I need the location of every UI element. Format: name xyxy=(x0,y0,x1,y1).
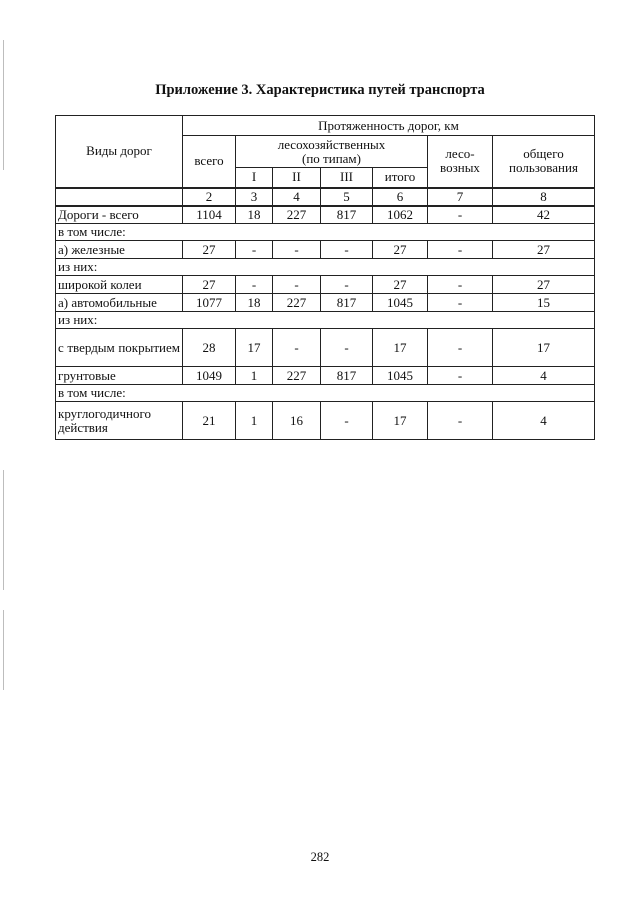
cell: 42 xyxy=(493,206,595,224)
section-label: в том числе: xyxy=(56,385,595,402)
cell: 1049 xyxy=(183,367,236,385)
cell: 27 xyxy=(183,241,236,259)
section-row xyxy=(56,385,595,402)
row-label: круглогодичного действия xyxy=(56,402,183,440)
header-type-total: итого xyxy=(373,168,428,188)
cell: 27 xyxy=(493,241,595,259)
cell: 18 xyxy=(236,206,273,224)
row-label: с твердым покрытием xyxy=(56,329,183,367)
cell: 817 xyxy=(321,206,373,224)
cell: 227 xyxy=(273,367,321,385)
scan-edge-bottom xyxy=(3,610,4,690)
table-row xyxy=(56,241,595,259)
col-number: 8 xyxy=(493,188,595,206)
section-label: из них: xyxy=(56,312,595,329)
row-label: широкой колеи xyxy=(56,276,183,294)
cell: 27 xyxy=(493,276,595,294)
cell: 16 xyxy=(273,402,321,440)
cell: - xyxy=(236,241,273,259)
cell: 17 xyxy=(493,329,595,367)
cell: - xyxy=(428,276,493,294)
cell: 1045 xyxy=(373,367,428,385)
scan-edge-top xyxy=(3,40,4,170)
cell: 27 xyxy=(373,276,428,294)
row-label: а) железные xyxy=(56,241,183,259)
cell: - xyxy=(236,276,273,294)
row-label: грунтовые xyxy=(56,367,183,385)
col-number: 6 xyxy=(373,188,428,206)
header-length-group: Протяженность дорог, км xyxy=(183,116,595,136)
cell: 18 xyxy=(236,294,273,312)
table-row xyxy=(56,367,595,385)
table-row xyxy=(56,402,595,440)
cell: 227 xyxy=(273,294,321,312)
cell: 817 xyxy=(321,367,373,385)
page-number: 282 xyxy=(310,850,330,864)
cell: 817 xyxy=(321,294,373,312)
cell: 4 xyxy=(493,402,595,440)
header-general-use: общего пользования xyxy=(493,136,595,188)
table-row xyxy=(56,329,595,367)
cell: - xyxy=(273,276,321,294)
section-row xyxy=(56,224,595,241)
cell: 27 xyxy=(373,241,428,259)
cell: 15 xyxy=(493,294,595,312)
cell: - xyxy=(321,241,373,259)
header-total: всего xyxy=(183,136,236,188)
section-label: из них: xyxy=(56,259,595,276)
section-row xyxy=(56,312,595,329)
col-number: 5 xyxy=(321,188,373,206)
section-label: в том числе: xyxy=(56,224,595,241)
cell: 1062 xyxy=(373,206,428,224)
row-label: Дороги - всего xyxy=(56,206,183,224)
cell: 1045 xyxy=(373,294,428,312)
cell: - xyxy=(428,241,493,259)
cell: - xyxy=(321,276,373,294)
cell: 17 xyxy=(373,329,428,367)
cell: - xyxy=(321,402,373,440)
cell: 4 xyxy=(493,367,595,385)
header-type-3: III xyxy=(321,168,373,188)
cell: - xyxy=(428,402,493,440)
col-number: 4 xyxy=(273,188,321,206)
table-row xyxy=(56,206,595,224)
header-road-types: Виды дорог xyxy=(56,116,183,188)
roads-table xyxy=(55,115,595,440)
cell: 27 xyxy=(183,276,236,294)
col-number-blank xyxy=(56,188,183,206)
page-title: Приложение 3. Характеристика путей транспорта xyxy=(155,82,485,98)
header-type-1: I xyxy=(236,168,273,188)
cell: 1077 xyxy=(183,294,236,312)
cell: 1 xyxy=(236,402,273,440)
cell: 21 xyxy=(183,402,236,440)
header-type-2: II xyxy=(273,168,321,188)
cell: 17 xyxy=(373,402,428,440)
cell: - xyxy=(428,367,493,385)
row-label: а) автомобильные xyxy=(56,294,183,312)
cell: - xyxy=(273,329,321,367)
header-forest-transport: лесо- возных xyxy=(428,136,493,188)
table-row xyxy=(56,276,595,294)
cell: 227 xyxy=(273,206,321,224)
table-row xyxy=(56,294,595,312)
col-number: 2 xyxy=(183,188,236,206)
cell: - xyxy=(321,329,373,367)
section-row xyxy=(56,259,595,276)
cell: 28 xyxy=(183,329,236,367)
cell: 1104 xyxy=(183,206,236,224)
scan-edge-middle xyxy=(3,470,4,590)
cell: - xyxy=(428,206,493,224)
cell: - xyxy=(428,329,493,367)
col-number: 7 xyxy=(428,188,493,206)
col-number: 3 xyxy=(236,188,273,206)
cell: 17 xyxy=(236,329,273,367)
header-forestry: лесохозяйственных (по типам) xyxy=(236,136,428,168)
cell: 1 xyxy=(236,367,273,385)
cell: - xyxy=(273,241,321,259)
cell: - xyxy=(428,294,493,312)
